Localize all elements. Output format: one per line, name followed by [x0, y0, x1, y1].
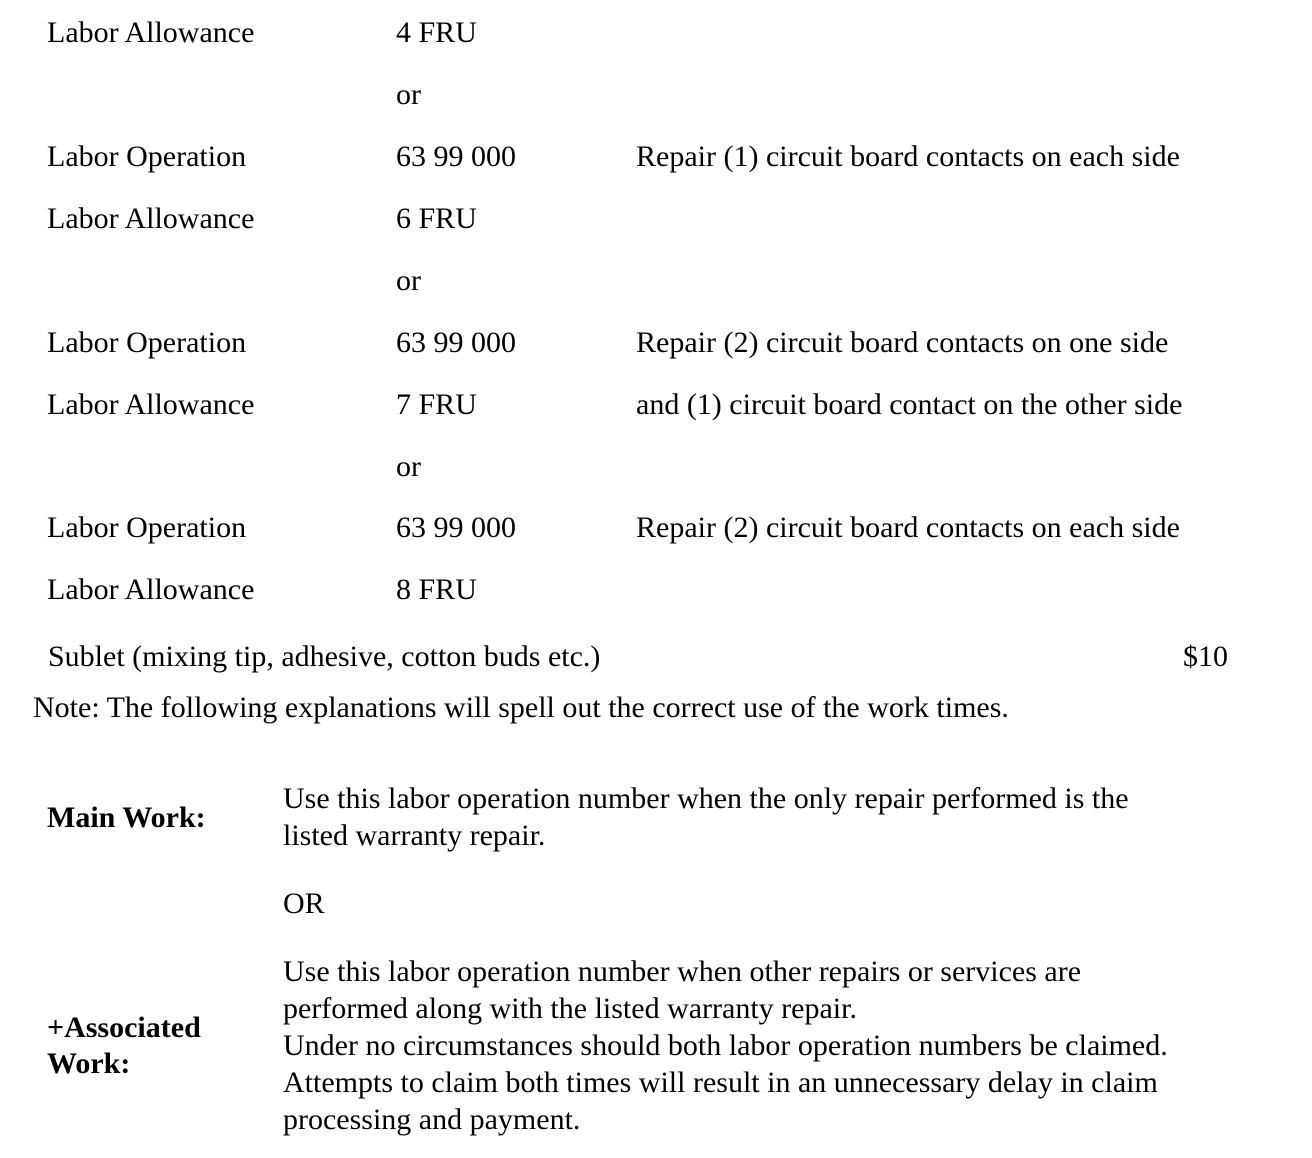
sublet-label: Sublet (mixing tip, adhesive, cotton buds etc.) [48, 640, 601, 673]
note-text: Note: The following explanations will spell out the correct use of the work times. [33, 691, 1009, 724]
row-3-value: 63 99 000 [396, 140, 516, 173]
row-9-desc: Repair (2) circuit board contacts on each side [636, 511, 1180, 544]
associated-work-line-3: Under no circumstances should both labor operation numbers be claimed. [283, 1029, 1168, 1062]
row-7-label: Labor Allowance [47, 388, 255, 421]
associated-work-line-5: processing and payment. [283, 1103, 581, 1136]
associated-work-line-4: Attempts to claim both times will result in an unnecessary delay in claim [283, 1066, 1158, 1099]
row-1-label: Labor Allowance [47, 16, 255, 49]
row-4-label: Labor Allowance [47, 202, 255, 235]
sublet-amount: $10 [1183, 640, 1228, 673]
main-work-label: Main Work: [47, 801, 206, 834]
associated-work-label-line-2: Work: [47, 1047, 131, 1080]
row-7-value: 7 FRU [396, 388, 477, 421]
row-2-or: or [396, 78, 421, 111]
row-8-or: or [396, 450, 421, 483]
associated-work-line-1: Use this labor operation number when other repairs or services are [283, 955, 1082, 988]
row-3-label: Labor Operation [47, 140, 247, 173]
row-6-value: 63 99 000 [396, 326, 516, 359]
row-9-label: Labor Operation [47, 511, 247, 544]
row-6-desc: Repair (2) circuit board contacts on one side [636, 326, 1169, 359]
associated-work-label-line-1: +Associated [47, 1011, 201, 1044]
row-3-desc: Repair (1) circuit board contacts on each side [636, 140, 1180, 173]
row-7-desc: and (1) circuit board contact on the other side [636, 388, 1183, 421]
row-4-value: 6 FRU [396, 202, 477, 235]
row-10-value: 8 FRU [396, 573, 477, 606]
row-5-or: or [396, 264, 421, 297]
main-work-line-1: Use this labor operation number when the only repair performed is the [283, 782, 1129, 815]
row-9-value: 63 99 000 [396, 511, 516, 544]
or-separator: OR [283, 887, 325, 920]
associated-work-line-2: performed along with the listed warranty repair. [283, 992, 857, 1025]
row-6-label: Labor Operation [47, 326, 247, 359]
row-1-value: 4 FRU [396, 16, 477, 49]
main-work-line-2: listed warranty repair. [283, 819, 546, 852]
row-10-label: Labor Allowance [47, 573, 255, 606]
